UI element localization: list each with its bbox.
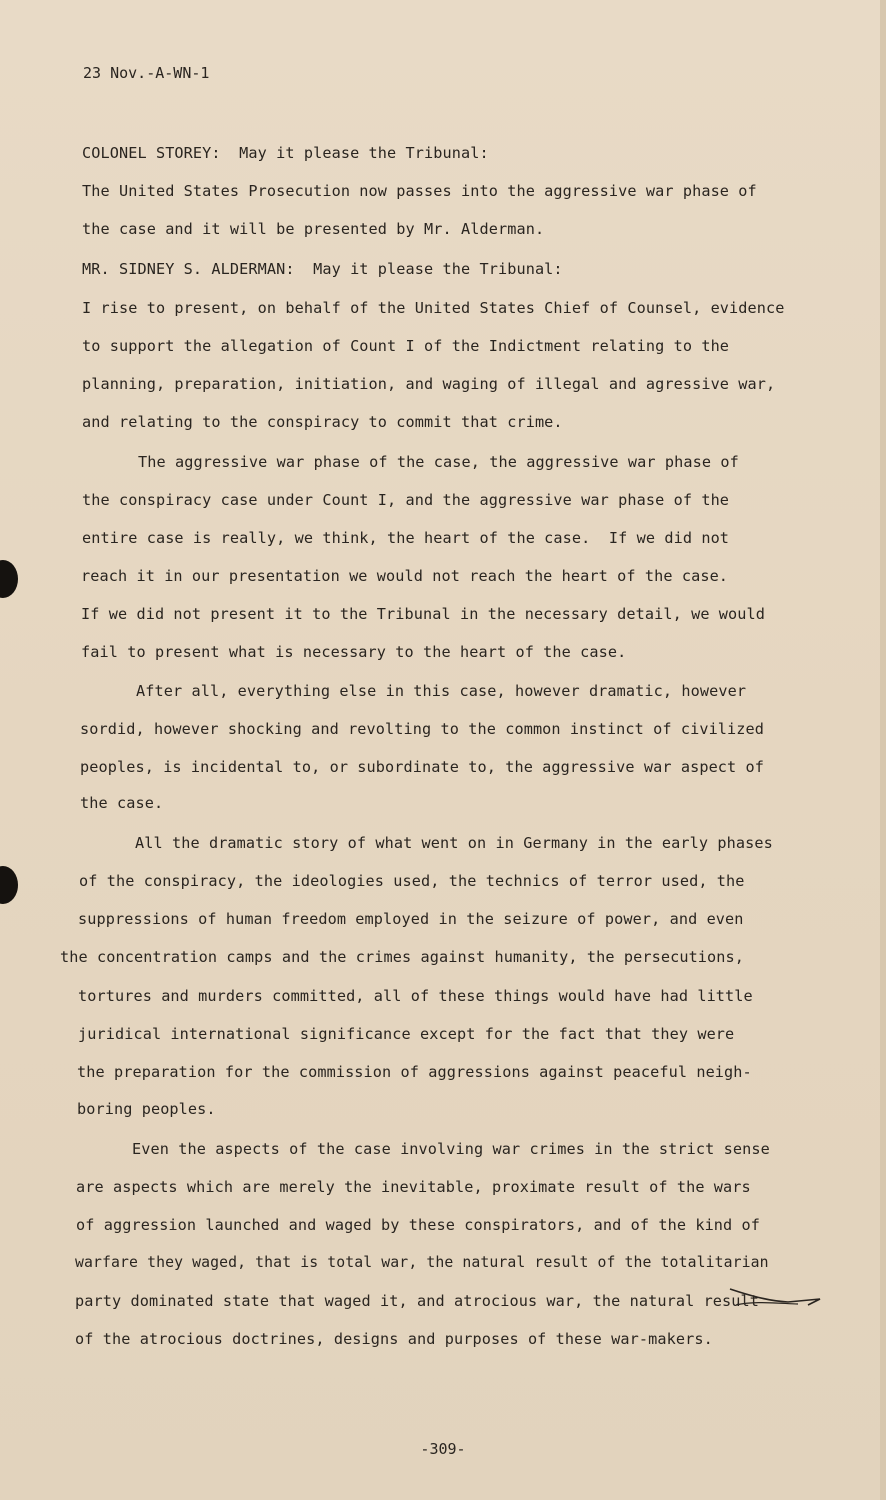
text-line: I rise to present, on behalf of the United States Chief of Counsel, evidence bbox=[82, 299, 785, 317]
text-line: the concentration camps and the crimes against humanity, the persecutions, bbox=[60, 948, 745, 966]
text-line: If we did not present it to the Tribunal in the necessary detail, we would bbox=[81, 605, 766, 623]
text-line: planning, preparation, initiation, and waging of illegal and agressive war, bbox=[82, 375, 776, 393]
text-line: of the conspiracy, the ideologies used, the technics of terror used, the bbox=[79, 872, 745, 890]
text-line: the case and it will be presented by Mr. Alderman. bbox=[82, 220, 545, 238]
text-line: The aggressive war phase of the case, the aggressive war phase of bbox=[138, 453, 739, 471]
document-reference: 23 Nov.-A-WN-1 bbox=[83, 64, 210, 82]
text-line: entire case is really, we think, the heart of the case. If we did not bbox=[82, 529, 730, 547]
text-line: and relating to the conspiracy to commit that crime. bbox=[82, 413, 563, 431]
text-line: The United States Prosecution now passes into the aggressive war phase of bbox=[82, 182, 757, 200]
text-line: After all, everything else in this case, however dramatic, however bbox=[136, 682, 747, 700]
text-line: reach it in our presentation we would not reach the heart of the case. bbox=[81, 567, 729, 585]
text-line: to support the allegation of Count I of the Indictment relating to the bbox=[82, 337, 730, 355]
text-line: of aggression launched and waged by these conspirators, and of the kind of bbox=[76, 1216, 761, 1234]
handwritten-strike-icon bbox=[728, 1285, 824, 1315]
text-line: MR. SIDNEY S. ALDERMAN: May it please the Tribunal: bbox=[82, 260, 563, 278]
text-line: juridical international significance except for the fact that they were bbox=[78, 1025, 735, 1043]
text-line: boring peoples. bbox=[77, 1100, 216, 1118]
text-line: party dominated state that waged it, and atrocious war, the natural result bbox=[75, 1292, 760, 1310]
text-line: sordid, however shocking and revolting to the common instinct of civilized bbox=[80, 720, 765, 738]
text-line: tortures and murders committed, all of these things would have had little bbox=[78, 987, 753, 1005]
punch-hole-icon bbox=[0, 560, 18, 598]
text-line: the preparation for the commission of aggressions against peaceful neigh- bbox=[77, 1063, 752, 1081]
text-line: are aspects which are merely the inevitable, proximate result of the wars bbox=[76, 1178, 751, 1196]
text-line: the case. bbox=[80, 794, 164, 812]
text-line: suppressions of human freedom employed in the seizure of power, and even bbox=[78, 910, 744, 928]
text-line: fail to present what is necessary to the heart of the case. bbox=[81, 643, 627, 661]
text-line: All the dramatic story of what went on in Germany in the early phases bbox=[135, 834, 773, 852]
page-edge bbox=[880, 0, 886, 1500]
text-line: of the atrocious doctrines, designs and purposes of these war-makers. bbox=[75, 1330, 713, 1348]
text-line: COLONEL STOREY: May it please the Tribunal: bbox=[82, 144, 489, 162]
page-number: -309- bbox=[420, 1440, 466, 1458]
text-line: warfare they waged, that is total war, the natural result of the totalitarian bbox=[75, 1254, 769, 1271]
text-line: Even the aspects of the case involving war crimes in the strict sense bbox=[132, 1140, 770, 1158]
text-line: the conspiracy case under Count I, and the aggressive war phase of the bbox=[82, 491, 730, 509]
text-line: peoples, is incidental to, or subordinate to, the aggressive war aspect of bbox=[80, 758, 765, 776]
punch-hole-icon bbox=[0, 866, 18, 904]
